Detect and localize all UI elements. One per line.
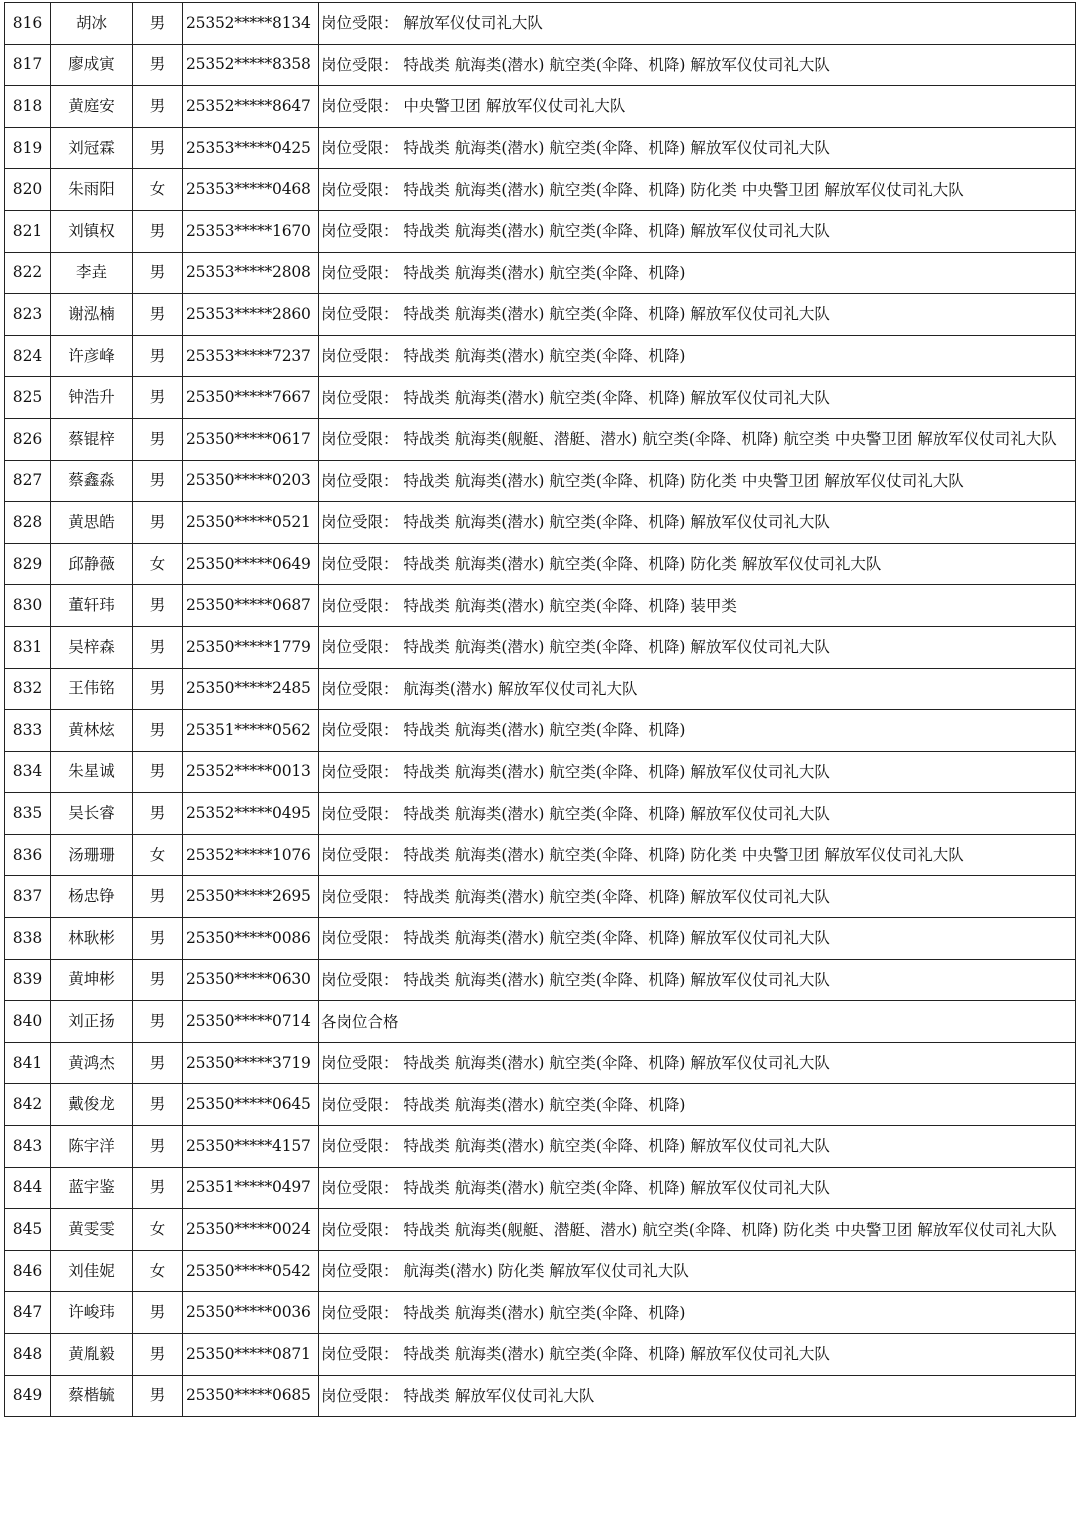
- result-cell: 岗位受限： 中央警卫团 解放军仪仗司礼大队: [319, 86, 1076, 128]
- gender-cell: 男: [133, 959, 183, 1001]
- id-number-cell: 25350*****0714: [183, 1001, 319, 1043]
- serial-number-cell: 839: [5, 959, 51, 1001]
- serial-number-cell: 848: [5, 1334, 51, 1376]
- result-cell: 岗位受限： 特战类 航海类(潜水) 航空类(伞降、机降) 防化类 解放军仪仗司礼大队: [319, 543, 1076, 585]
- gender-cell: 男: [133, 751, 183, 793]
- serial-number-cell: 827: [5, 460, 51, 502]
- serial-number-cell: 845: [5, 1209, 51, 1251]
- gender-cell: 男: [133, 1126, 183, 1168]
- table-row: [5, 834, 1076, 876]
- result-cell: 岗位受限： 特战类 航海类(潜水) 航空类(伞降、机降) 解放军仪仗司礼大队: [319, 210, 1076, 252]
- gender-cell: 男: [133, 626, 183, 668]
- id-number-cell: 25350*****0687: [183, 585, 319, 627]
- serial-number-cell: 824: [5, 335, 51, 377]
- gender-cell: 男: [133, 793, 183, 835]
- result-cell: 岗位受限： 特战类 航海类(潜水) 航空类(伞降、机降) 防化类 中央警卫团 解放军仪仗司礼大队: [319, 169, 1076, 211]
- result-cell: 岗位受限： 特战类 航海类(潜水) 航空类(伞降、机降) 解放军仪仗司礼大队: [319, 44, 1076, 86]
- name-cell: 汤珊珊: [51, 834, 133, 876]
- gender-cell: 男: [133, 377, 183, 419]
- name-cell: 蔡锟梓: [51, 418, 133, 460]
- table-row: [5, 1292, 1076, 1334]
- table-row: [5, 1001, 1076, 1043]
- id-number-cell: 25350*****0203: [183, 460, 319, 502]
- table-row: [5, 169, 1076, 211]
- table-row: [5, 876, 1076, 918]
- result-cell: 岗位受限： 解放军仪仗司礼大队: [319, 3, 1076, 45]
- serial-number-cell: 817: [5, 44, 51, 86]
- table-row: [5, 918, 1076, 960]
- result-cell: 岗位受限： 特战类 航海类(潜水) 航空类(伞降、机降) 解放军仪仗司礼大队: [319, 377, 1076, 419]
- id-number-cell: 25352*****0495: [183, 793, 319, 835]
- serial-number-cell: 826: [5, 418, 51, 460]
- table-row: [5, 959, 1076, 1001]
- gender-cell: 男: [133, 418, 183, 460]
- serial-number-cell: 833: [5, 710, 51, 752]
- table-row: [5, 668, 1076, 710]
- serial-number-cell: 816: [5, 3, 51, 45]
- gender-cell: 男: [133, 1334, 183, 1376]
- serial-number-cell: 843: [5, 1126, 51, 1168]
- name-cell: 林耿彬: [51, 918, 133, 960]
- serial-number-cell: 840: [5, 1001, 51, 1043]
- id-number-cell: 25350*****0630: [183, 959, 319, 1001]
- id-number-cell: 25350*****0521: [183, 502, 319, 544]
- result-cell: 岗位受限： 特战类 航海类(潜水) 航空类(伞降、机降) 解放军仪仗司礼大队: [319, 127, 1076, 169]
- gender-cell: 男: [133, 1001, 183, 1043]
- id-number-cell: 25351*****0497: [183, 1167, 319, 1209]
- serial-number-cell: 828: [5, 502, 51, 544]
- id-number-cell: 25350*****4157: [183, 1126, 319, 1168]
- gender-cell: 男: [133, 1375, 183, 1417]
- name-cell: 邱静薇: [51, 543, 133, 585]
- name-cell: 黄坤彬: [51, 959, 133, 1001]
- result-cell: 岗位受限： 特战类 航海类(潜水) 航空类(伞降、机降): [319, 252, 1076, 294]
- result-cell: 岗位受限： 特战类 航海类(潜水) 航空类(伞降、机降) 解放军仪仗司礼大队: [319, 1042, 1076, 1084]
- table-row: [5, 585, 1076, 627]
- name-cell: 钟浩升: [51, 377, 133, 419]
- name-cell: 朱星诚: [51, 751, 133, 793]
- id-number-cell: 25352*****0013: [183, 751, 319, 793]
- result-cell: 岗位受限： 特战类 航海类(潜水) 航空类(伞降、机降) 防化类 中央警卫团 解放军仪仗司礼大队: [319, 834, 1076, 876]
- name-cell: 谢泓楠: [51, 294, 133, 336]
- table-row: [5, 1167, 1076, 1209]
- id-number-cell: 25350*****0649: [183, 543, 319, 585]
- gender-cell: 男: [133, 44, 183, 86]
- serial-number-cell: 819: [5, 127, 51, 169]
- id-number-cell: 25353*****0468: [183, 169, 319, 211]
- id-number-cell: 25350*****0036: [183, 1292, 319, 1334]
- serial-number-cell: 830: [5, 585, 51, 627]
- result-cell: 各岗位合格: [319, 1001, 1076, 1043]
- serial-number-cell: 841: [5, 1042, 51, 1084]
- result-cell: 岗位受限： 航海类(潜水) 解放军仪仗司礼大队: [319, 668, 1076, 710]
- result-cell: 岗位受限： 特战类 航海类(潜水) 航空类(伞降、机降) 装甲类: [319, 585, 1076, 627]
- id-number-cell: 25350*****0871: [183, 1334, 319, 1376]
- gender-cell: 男: [133, 668, 183, 710]
- gender-cell: 男: [133, 252, 183, 294]
- name-cell: 刘佳妮: [51, 1250, 133, 1292]
- result-cell: 岗位受限： 特战类 航海类(潜水) 航空类(伞降、机降) 解放军仪仗司礼大队: [319, 959, 1076, 1001]
- name-cell: 吴梓森: [51, 626, 133, 668]
- name-cell: 蔡鑫淼: [51, 460, 133, 502]
- table-row: [5, 86, 1076, 128]
- result-cell: 岗位受限： 特战类 航海类(潜水) 航空类(伞降、机降) 解放军仪仗司礼大队: [319, 918, 1076, 960]
- result-cell: 岗位受限： 特战类 航海类(潜水) 航空类(伞降、机降): [319, 710, 1076, 752]
- serial-number-cell: 847: [5, 1292, 51, 1334]
- name-cell: 刘正扬: [51, 1001, 133, 1043]
- id-number-cell: 25352*****8134: [183, 3, 319, 45]
- name-cell: 黄胤毅: [51, 1334, 133, 1376]
- name-cell: 黄思皓: [51, 502, 133, 544]
- result-cell: 岗位受限： 特战类 航海类(舰艇、潜艇、潜水) 航空类(伞降、机降) 防化类 中央警卫团 解放军仪仗司礼大队: [319, 1209, 1076, 1251]
- table-row: [5, 502, 1076, 544]
- table-row: [5, 3, 1076, 45]
- gender-cell: 男: [133, 460, 183, 502]
- result-cell: 岗位受限： 特战类 航海类(潜水) 航空类(伞降、机降): [319, 1292, 1076, 1334]
- name-cell: 黄庭安: [51, 86, 133, 128]
- gender-cell: 男: [133, 1167, 183, 1209]
- serial-number-cell: 842: [5, 1084, 51, 1126]
- table-row: [5, 127, 1076, 169]
- gender-cell: 女: [133, 1250, 183, 1292]
- serial-number-cell: 831: [5, 626, 51, 668]
- id-number-cell: 25353*****0425: [183, 127, 319, 169]
- serial-number-cell: 818: [5, 86, 51, 128]
- name-cell: 黄雯雯: [51, 1209, 133, 1251]
- name-cell: 许峻玮: [51, 1292, 133, 1334]
- result-cell: 岗位受限： 特战类 航海类(潜水) 航空类(伞降、机降): [319, 335, 1076, 377]
- result-cell: 岗位受限： 特战类 航海类(潜水) 航空类(伞降、机降) 解放军仪仗司礼大队: [319, 1167, 1076, 1209]
- id-number-cell: 25352*****8358: [183, 44, 319, 86]
- result-cell: 岗位受限： 特战类 航海类(潜水) 航空类(伞降、机降) 解放军仪仗司礼大队: [319, 793, 1076, 835]
- gender-cell: 男: [133, 918, 183, 960]
- result-cell: 岗位受限： 特战类 航海类(舰艇、潜艇、潜水) 航空类(伞降、机降) 航空类 中央警卫团 解放军仪仗司礼大队: [319, 418, 1076, 460]
- name-cell: 戴俊龙: [51, 1084, 133, 1126]
- result-cell: 岗位受限： 特战类 航海类(潜水) 航空类(伞降、机降) 解放军仪仗司礼大队: [319, 502, 1076, 544]
- id-number-cell: 25350*****7667: [183, 377, 319, 419]
- id-number-cell: 25350*****3719: [183, 1042, 319, 1084]
- serial-number-cell: 834: [5, 751, 51, 793]
- name-cell: 黄林炫: [51, 710, 133, 752]
- serial-number-cell: 844: [5, 1167, 51, 1209]
- table-row: [5, 793, 1076, 835]
- name-cell: 董轩玮: [51, 585, 133, 627]
- id-number-cell: 25350*****1779: [183, 626, 319, 668]
- table-row: [5, 294, 1076, 336]
- gender-cell: 女: [133, 1209, 183, 1251]
- result-cell: 岗位受限： 特战类 航海类(潜水) 航空类(伞降、机降) 防化类 中央警卫团 解放军仪仗司礼大队: [319, 460, 1076, 502]
- table-row: [5, 418, 1076, 460]
- table-row: [5, 460, 1076, 502]
- serial-number-cell: 838: [5, 918, 51, 960]
- table-row: [5, 210, 1076, 252]
- gender-cell: 男: [133, 3, 183, 45]
- serial-number-cell: 825: [5, 377, 51, 419]
- result-cell: 岗位受限： 特战类 航海类(潜水) 航空类(伞降、机降) 解放军仪仗司礼大队: [319, 1334, 1076, 1376]
- gender-cell: 男: [133, 585, 183, 627]
- result-cell: 岗位受限： 特战类 航海类(潜水) 航空类(伞降、机降) 解放军仪仗司礼大队: [319, 626, 1076, 668]
- id-number-cell: 25353*****1670: [183, 210, 319, 252]
- table-row: [5, 751, 1076, 793]
- gender-cell: 男: [133, 710, 183, 752]
- serial-number-cell: 836: [5, 834, 51, 876]
- id-number-cell: 25350*****0024: [183, 1209, 319, 1251]
- serial-number-cell: 849: [5, 1375, 51, 1417]
- gender-cell: 男: [133, 1084, 183, 1126]
- result-cell: 岗位受限： 特战类 航海类(潜水) 航空类(伞降、机降): [319, 1084, 1076, 1126]
- gender-cell: 女: [133, 834, 183, 876]
- id-number-cell: 25353*****2808: [183, 252, 319, 294]
- id-number-cell: 25350*****2695: [183, 876, 319, 918]
- id-number-cell: 25350*****2485: [183, 668, 319, 710]
- id-number-cell: 25350*****0086: [183, 918, 319, 960]
- gender-cell: 男: [133, 335, 183, 377]
- table-row: [5, 543, 1076, 585]
- serial-number-cell: 837: [5, 876, 51, 918]
- serial-number-cell: 832: [5, 668, 51, 710]
- table-row: [5, 1084, 1076, 1126]
- gender-cell: 男: [133, 127, 183, 169]
- name-cell: 蓝宇鉴: [51, 1167, 133, 1209]
- name-cell: 许彦峰: [51, 335, 133, 377]
- results-table: [4, 2, 1076, 1417]
- gender-cell: 男: [133, 502, 183, 544]
- table-row: [5, 1126, 1076, 1168]
- table-row: [5, 1209, 1076, 1251]
- serial-number-cell: 829: [5, 543, 51, 585]
- result-cell: 岗位受限： 特战类 航海类(潜水) 航空类(伞降、机降) 解放军仪仗司礼大队: [319, 751, 1076, 793]
- id-number-cell: 25350*****0617: [183, 418, 319, 460]
- gender-cell: 男: [133, 876, 183, 918]
- name-cell: 黄鸿杰: [51, 1042, 133, 1084]
- gender-cell: 男: [133, 1292, 183, 1334]
- serial-number-cell: 823: [5, 294, 51, 336]
- table-row: [5, 1250, 1076, 1292]
- table-row: [5, 377, 1076, 419]
- name-cell: 廖成寅: [51, 44, 133, 86]
- result-cell: 岗位受限： 特战类 航海类(潜水) 航空类(伞降、机降) 解放军仪仗司礼大队: [319, 876, 1076, 918]
- id-number-cell: 25350*****0645: [183, 1084, 319, 1126]
- table-row: [5, 44, 1076, 86]
- serial-number-cell: 820: [5, 169, 51, 211]
- table-row: [5, 1042, 1076, 1084]
- name-cell: 吴长睿: [51, 793, 133, 835]
- result-cell: 岗位受限： 航海类(潜水) 防化类 解放军仪仗司礼大队: [319, 1250, 1076, 1292]
- id-number-cell: 25350*****0685: [183, 1375, 319, 1417]
- gender-cell: 女: [133, 169, 183, 211]
- results-table-body: [5, 3, 1076, 1417]
- name-cell: 杨忠铮: [51, 876, 133, 918]
- id-number-cell: 25353*****2860: [183, 294, 319, 336]
- table-row: [5, 626, 1076, 668]
- table-row: [5, 335, 1076, 377]
- name-cell: 刘冠霖: [51, 127, 133, 169]
- name-cell: 胡冰: [51, 3, 133, 45]
- gender-cell: 男: [133, 210, 183, 252]
- table-row: [5, 710, 1076, 752]
- result-cell: 岗位受限： 特战类 解放军仪仗司礼大队: [319, 1375, 1076, 1417]
- table-row: [5, 1375, 1076, 1417]
- gender-cell: 男: [133, 294, 183, 336]
- id-number-cell: 25352*****8647: [183, 86, 319, 128]
- name-cell: 陈宇洋: [51, 1126, 133, 1168]
- result-cell: 岗位受限： 特战类 航海类(潜水) 航空类(伞降、机降) 解放军仪仗司礼大队: [319, 294, 1076, 336]
- id-number-cell: 25351*****0562: [183, 710, 319, 752]
- gender-cell: 男: [133, 86, 183, 128]
- name-cell: 李垚: [51, 252, 133, 294]
- name-cell: 王伟铭: [51, 668, 133, 710]
- table-row: [5, 252, 1076, 294]
- serial-number-cell: 846: [5, 1250, 51, 1292]
- name-cell: 朱雨阳: [51, 169, 133, 211]
- gender-cell: 男: [133, 1042, 183, 1084]
- gender-cell: 女: [133, 543, 183, 585]
- result-cell: 岗位受限： 特战类 航海类(潜水) 航空类(伞降、机降) 解放军仪仗司礼大队: [319, 1126, 1076, 1168]
- id-number-cell: 25352*****1076: [183, 834, 319, 876]
- serial-number-cell: 822: [5, 252, 51, 294]
- id-number-cell: 25353*****7237: [183, 335, 319, 377]
- serial-number-cell: 835: [5, 793, 51, 835]
- table-row: [5, 1334, 1076, 1376]
- serial-number-cell: 821: [5, 210, 51, 252]
- id-number-cell: 25350*****0542: [183, 1250, 319, 1292]
- name-cell: 刘镇权: [51, 210, 133, 252]
- name-cell: 蔡楷毓: [51, 1375, 133, 1417]
